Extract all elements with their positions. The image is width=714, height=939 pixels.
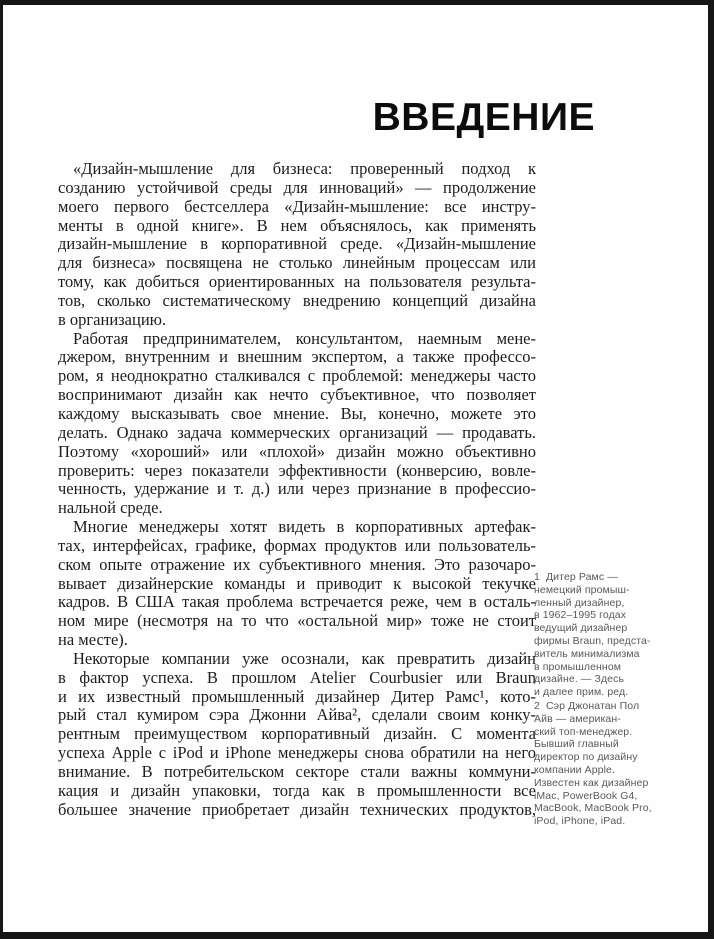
body-line: в организацию. xyxy=(58,309,167,329)
body-line: менты в одной книге». В нем объяснялось, как применять xyxy=(58,215,536,235)
body-line: ском опыте отражение их субъективного мнения. Это разочаро- xyxy=(58,554,536,574)
body-line: большее значение приобретает дизайн технических продуктов, xyxy=(58,799,536,819)
footnote-1 xyxy=(534,571,676,699)
footnote-line: iPod, iPhone, iPad. xyxy=(534,815,626,828)
body-line: каждому высказывать свое мнение. Вы, конечно, можете это xyxy=(58,403,536,423)
footnote-line: 2 Сэр Джонатан Пол xyxy=(534,699,640,712)
body-line: джером, внутренним и внешним экспертом, а также профессо- xyxy=(58,347,536,367)
body-line: рый стал кумиром сэра Джонни Айва², сделали своим конку- xyxy=(58,705,536,725)
footnote-line: в 1962–1995 годах xyxy=(534,609,627,622)
book-page xyxy=(3,5,708,932)
body-line: ном мире (несмотря на то что «остальной мир» тоже не стоит xyxy=(58,611,536,631)
body-line: вывает дизайнерские команды и приводит к высокой текучке xyxy=(58,573,536,593)
footnote-line: MacBook, MacBook Pro, xyxy=(534,802,652,815)
footnote-line: директор по дизайну xyxy=(534,751,638,764)
body-line: кадров. В США такая проблема встречается реже, чем в осталь- xyxy=(58,592,536,612)
body-line: кация и дизайн упаковки, тогда как в промышленности все xyxy=(58,780,536,800)
body-line: на месте). xyxy=(58,630,128,650)
body-line: тому, как добиться ориентированных на пользователя результа- xyxy=(58,272,536,292)
body-line: моего первого бестселлера «Дизайн-мышление: все инстру- xyxy=(58,196,536,216)
body-line: Работая предпринимателем, консультантом, наемным мене- xyxy=(73,328,536,348)
footnote-line: Известен как дизайнер xyxy=(534,776,649,789)
body-line: дизайн-мышление в корпоративной среде. «Дизайн-мышление xyxy=(58,234,536,254)
footnote-line: ведущий дизайнер xyxy=(534,622,628,635)
body-line: в фактор успеха. В прошлом Atelier Courbusier или Braun xyxy=(58,667,536,687)
footnote-line: Айв — американ- xyxy=(534,712,621,725)
footnote-line: 1 Дитер Рамс — xyxy=(534,571,618,583)
body-line: успеха Apple с iPod и iPhone менеджеры снова обратили на него xyxy=(58,743,536,763)
body-line: «Дизайн-мышление для бизнеса: проверенный подход к xyxy=(73,159,536,178)
body-line: ром, я неоднократно сталкивался с проблемой: менеджеры часто xyxy=(58,366,536,386)
paragraph-2 xyxy=(58,330,536,518)
body-text-column xyxy=(58,160,536,820)
body-line: ченность, удержание и т. д.) или через признание в профессио- xyxy=(58,479,536,499)
page-title: ВВЕДЕНИЕ xyxy=(372,96,595,139)
body-line: для бизнеса» посвящена не столько линейным процессам или xyxy=(58,253,536,273)
body-line: тов, сколько систематическому внедрению концепций дизайна xyxy=(58,290,536,310)
body-line: Многие менеджеры хотят видеть в корпоративных артефак- xyxy=(73,517,536,537)
footnote-line: ленный дизайнер, xyxy=(534,596,625,609)
body-line: созданию устойчивой среды для инноваций» — продолжение xyxy=(58,177,536,197)
sidenotes-column xyxy=(534,571,676,828)
paragraph-1 xyxy=(58,160,536,330)
footnote-line: Бывший главный xyxy=(534,738,619,751)
footnote-line: немецкий промыш- xyxy=(534,583,630,596)
footnote-line: дизайне. — Здесь xyxy=(534,673,625,686)
body-line: проверить: через показатели эффективности (конверсию, вовле- xyxy=(58,460,536,480)
body-line: тах, интерфейсах, графике, формах продуктов или пользователь- xyxy=(58,535,536,555)
body-line: нальной среде. xyxy=(58,498,163,518)
body-line: внимание. В потребительском секторе стали важны коммуни- xyxy=(58,762,536,781)
footnote-line: фирмы Braun, предста- xyxy=(534,634,651,647)
footnote-line: в промышленном xyxy=(534,660,622,673)
footnote-line: ский топ-менеджер. xyxy=(534,725,633,738)
paragraph-4 xyxy=(58,650,536,820)
footnote-line: и далее прим. ред. xyxy=(534,686,629,699)
body-line: Некоторые компании уже осознали, как превратить дизайн xyxy=(73,648,536,668)
body-line: Поэтому «хороший» или «плохой» дизайн можно объективно xyxy=(58,441,536,461)
footnote-line: компании Apple. xyxy=(534,763,616,776)
body-line: делать. Однако задача коммерческих организаций — продавать. xyxy=(58,422,536,442)
body-line: и их известный промышленный дизайнер Дитер Рамс¹, кото- xyxy=(58,686,536,706)
footnote-line: iMac, PowerBook G4, xyxy=(534,789,638,802)
footnote-2 xyxy=(534,700,676,828)
body-line: рентным преимуществом корпоративный дизайн. С момента xyxy=(58,724,536,744)
footnote-line: витель минимализма xyxy=(534,647,640,660)
body-line: воспринимают дизайн как нечто субъективное, что позволяет xyxy=(58,385,536,405)
paragraph-3 xyxy=(58,518,536,650)
